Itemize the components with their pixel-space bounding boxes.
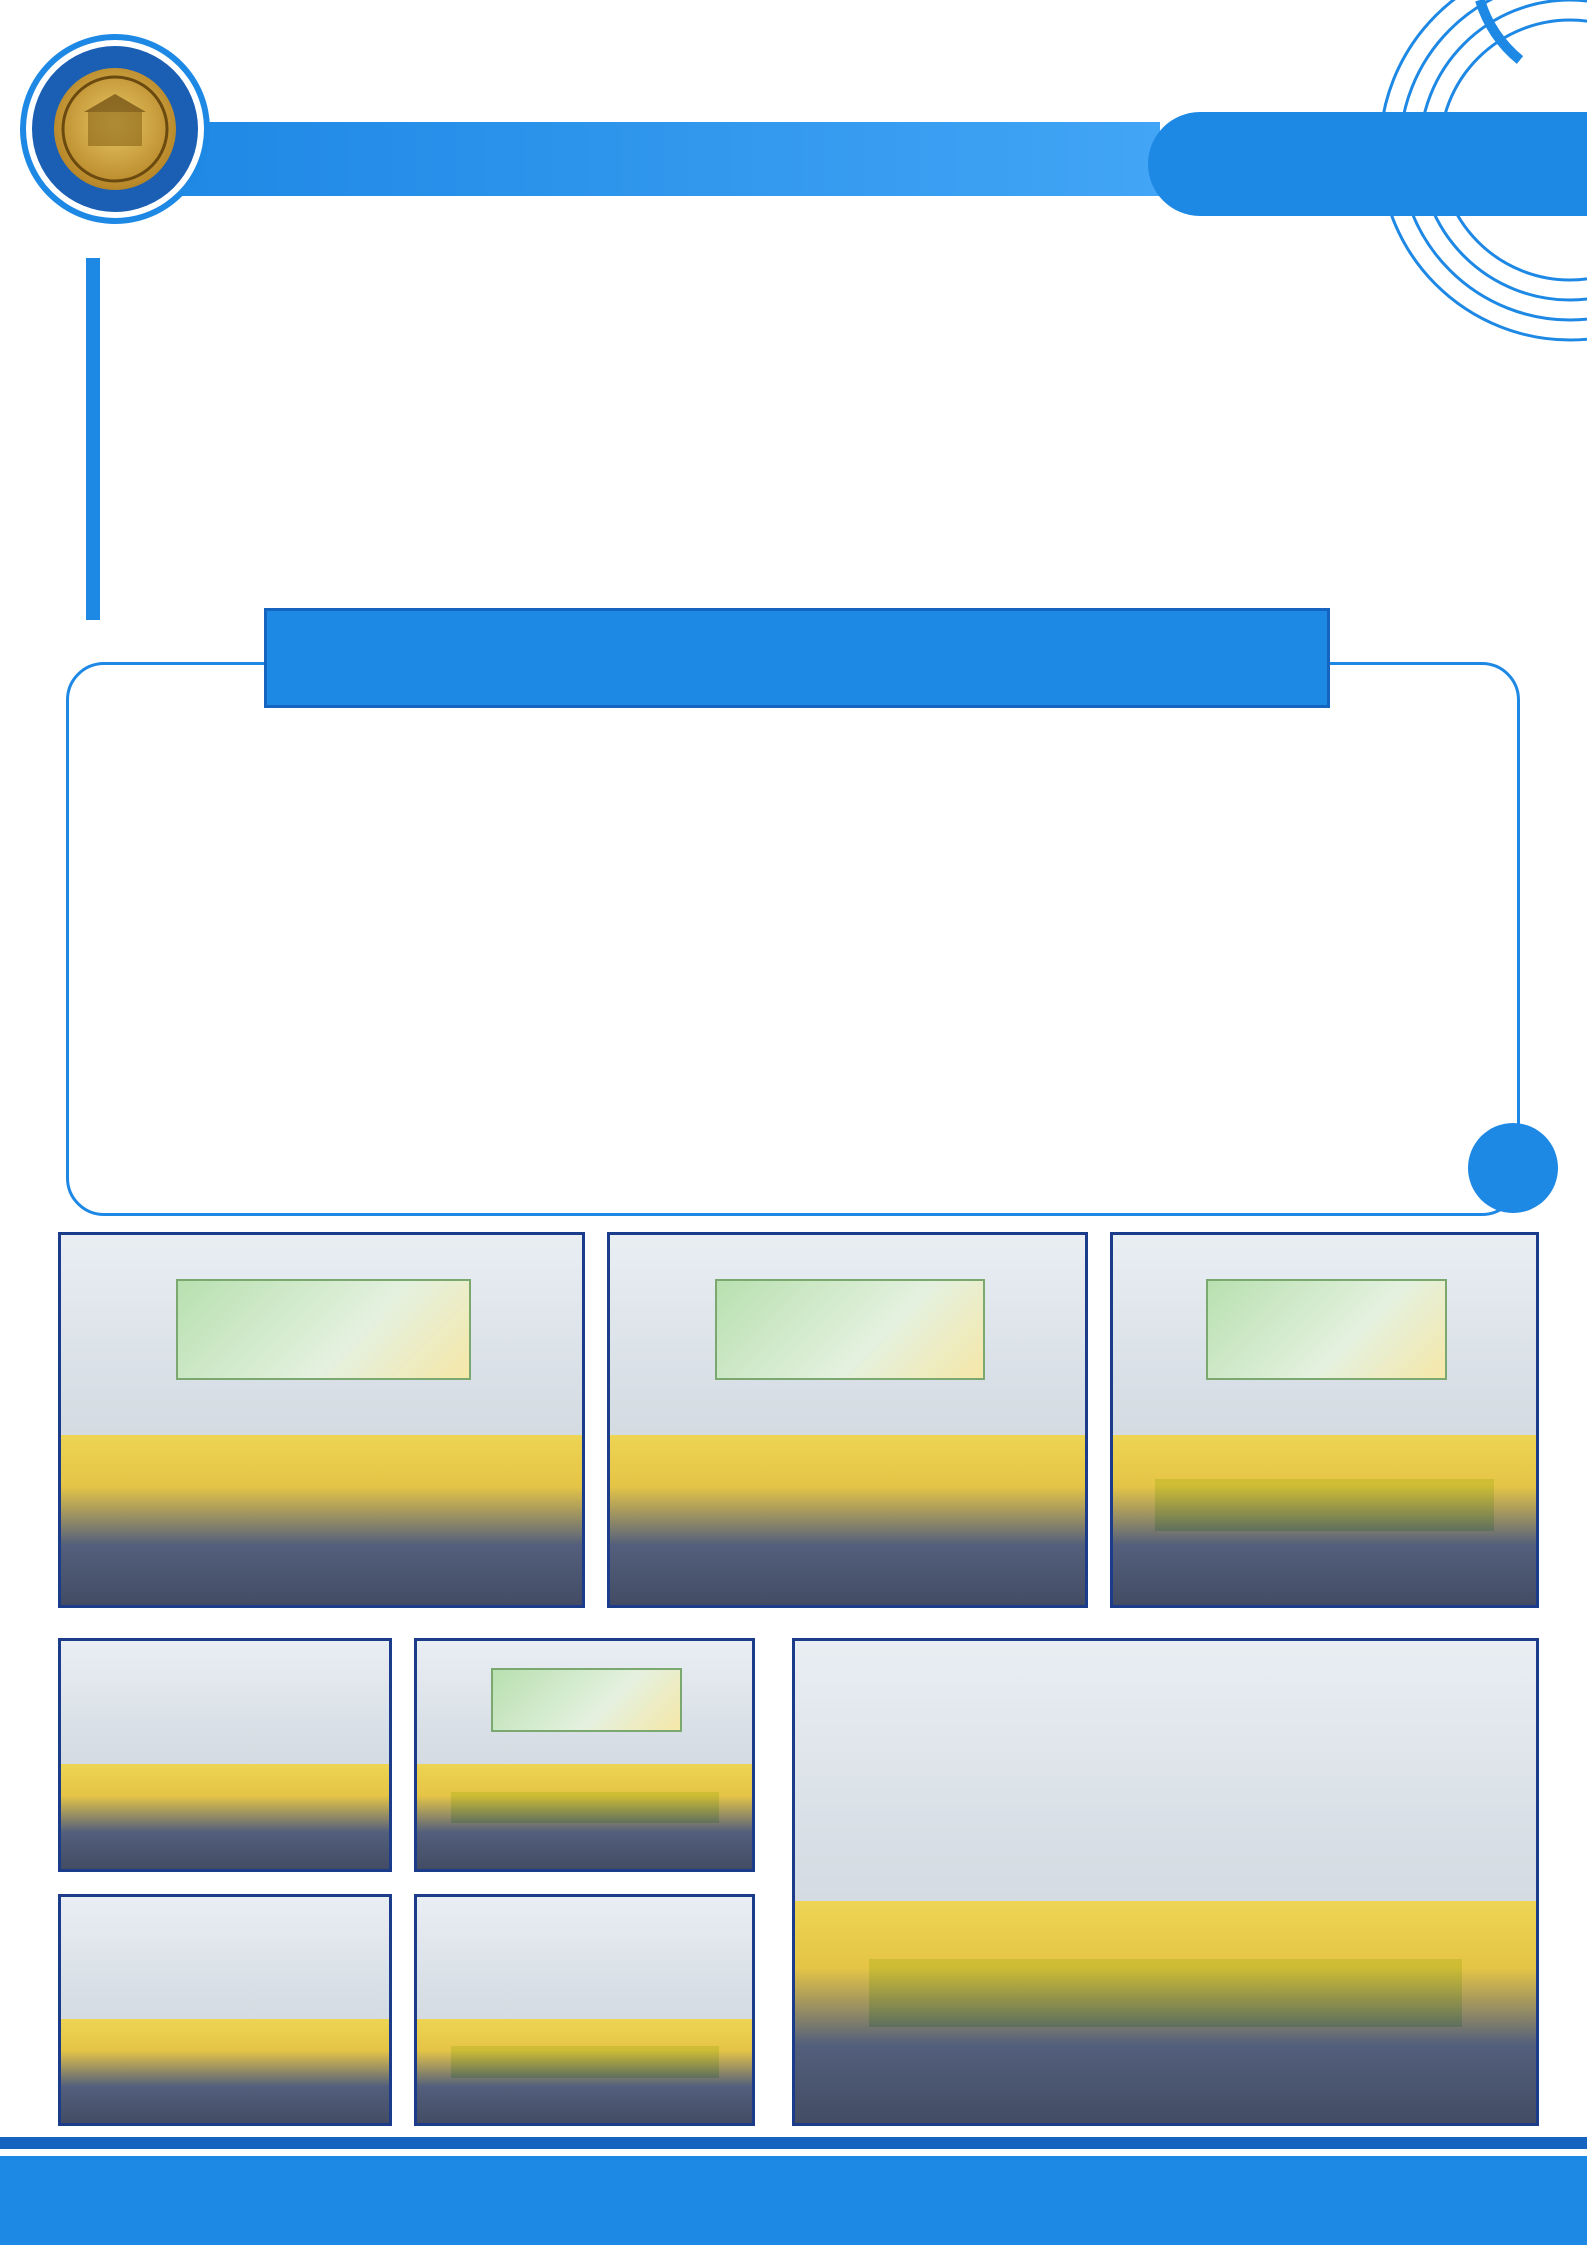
header-bar: [160, 122, 1160, 196]
footer-bar: [0, 2156, 1587, 2245]
photo-speaker-at-stage: [414, 1638, 755, 1872]
photo-presenter-audience: [58, 1638, 392, 1872]
department-logo: [32, 46, 198, 212]
photo-gift-presentation: [607, 1232, 1088, 1608]
event-date: [264, 608, 1330, 708]
footer-strip: [0, 2137, 1587, 2149]
organization-box: [1148, 112, 1587, 216]
department-seal-icon: [54, 68, 176, 190]
title-accent-bar: [86, 258, 100, 620]
photo-hall-hands-raised: [792, 1638, 1539, 2126]
content-panel: [66, 662, 1520, 1216]
photo-speaker-microphone: [58, 1894, 392, 2126]
photo-head-table: [1110, 1232, 1539, 1608]
photo-group-handover: [58, 1232, 585, 1608]
decorative-arcs: [1370, 0, 1587, 440]
decorative-dot: [1468, 1123, 1558, 1213]
photo-group-photo: [414, 1894, 755, 2126]
